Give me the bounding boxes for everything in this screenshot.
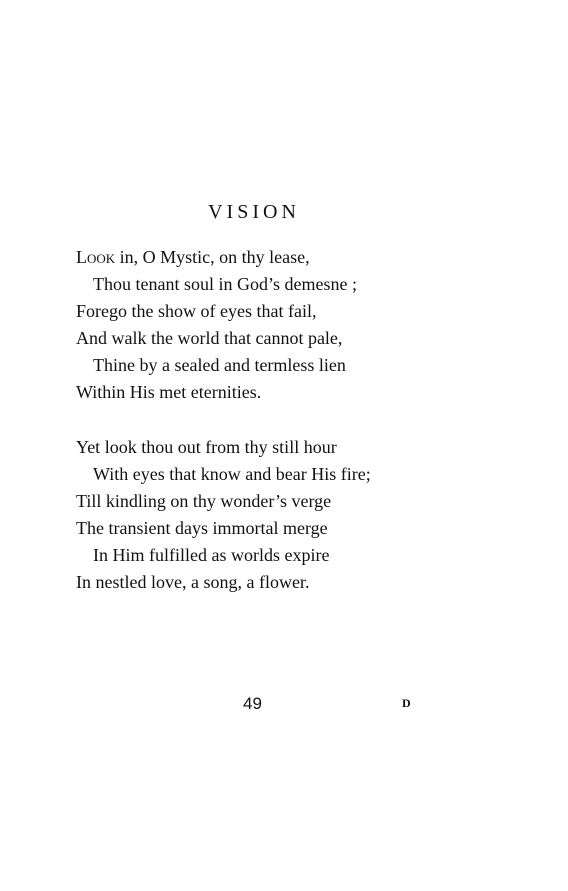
stanza-1 bbox=[76, 244, 546, 406]
opening-line-rest: in, O Mystic, on thy lease, bbox=[115, 247, 310, 267]
opening-word: Look bbox=[76, 247, 116, 267]
poem-line bbox=[76, 244, 546, 271]
stanza-2 bbox=[76, 434, 546, 596]
poem-line: Till kindling on thy wonder’s verge bbox=[76, 491, 332, 511]
page-number: 49 bbox=[243, 694, 262, 713]
poem-line: In nestled love, a song, a flower. bbox=[76, 572, 310, 592]
signature-mark: D bbox=[402, 696, 411, 710]
poem-line: Within His met eternities. bbox=[76, 382, 262, 402]
poem-line: Yet look thou out from thy still hour bbox=[76, 437, 337, 457]
poem-line: With eyes that know and bear His fire; bbox=[93, 464, 371, 484]
poem-line: The transient days immortal merge bbox=[76, 518, 328, 538]
poem-line: Thine by a sealed and termless lien bbox=[93, 355, 346, 375]
poem-line: And walk the world that cannot pale, bbox=[76, 328, 343, 348]
poem-line: Forego the show of eyes that fail, bbox=[76, 301, 317, 321]
poem-line: Thou tenant soul in God’s demesne ; bbox=[93, 274, 357, 294]
poem-line: In Him fulfilled as worlds expire bbox=[93, 545, 330, 565]
poem-title: VISION bbox=[208, 201, 300, 223]
